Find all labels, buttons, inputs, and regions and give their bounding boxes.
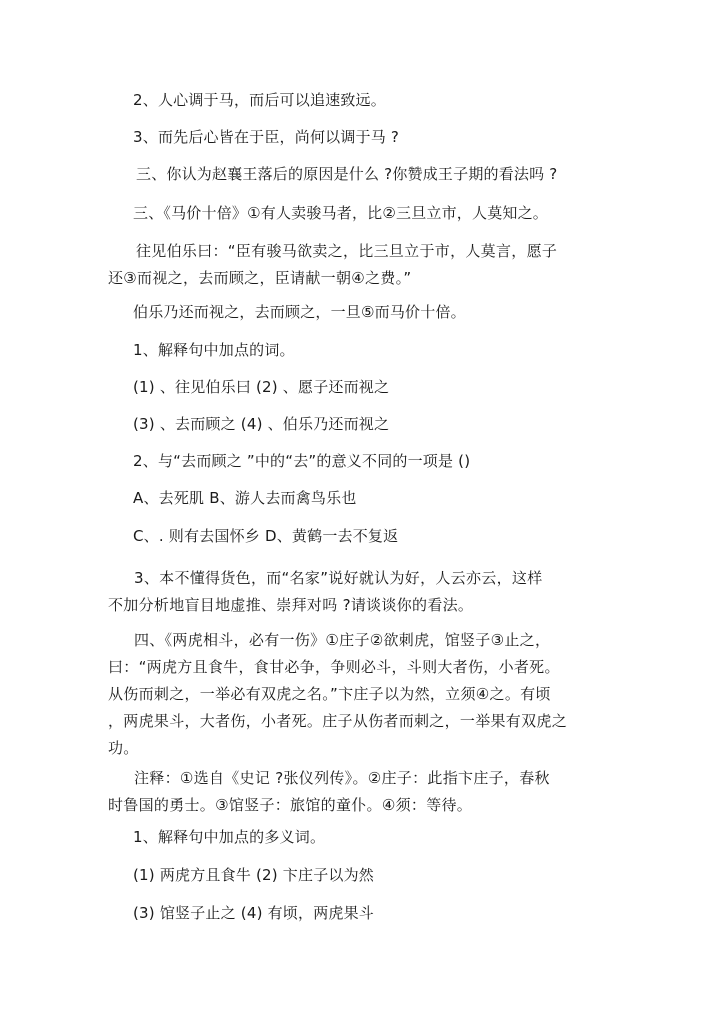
text-line: 从伤而刺之，一举必有双虎之名。”卞庄子以为然，立须④之。有顷 (108, 685, 551, 703)
question-heading: 三、你认为赵襄王落后的原因是什么 ?你赞成王子期的看法吗 ? (136, 165, 558, 183)
question-item: (3) 馆竖子止之 (4) 有顷，两虎果斗 (133, 904, 375, 922)
text-line: 曰：“两虎方且食牛，食甘必争，争则必斗，斗则大者伤，小者死。 (108, 658, 560, 676)
answer-option: C、. 则有去国怀乡 D、黄鹤一去不复返 (133, 527, 399, 545)
text-line: 3、而先后心皆在于臣，尚何以调于马 ? (133, 128, 400, 146)
text-line: 功。 (108, 739, 139, 757)
question-item: 2、与“去而顾之 ”中的“去”的意义不同的一项是 () (133, 452, 471, 470)
text-line: 3、本不懂得货色，而“名家”说好就认为好，人云亦云，这样 (134, 569, 543, 587)
paragraph (108, 627, 608, 762)
paragraph (108, 565, 608, 619)
question-item: 1、解释句中加点的词。 (133, 341, 295, 359)
paragraph (108, 238, 608, 292)
text-line: 注释：①选自《史记 ?张仪列传》。②庄子：此指卞庄子，春秋 (134, 769, 550, 787)
text-line: 伯乐乃还而视之，去而顾之，一旦⑤而马价十倍。 (133, 303, 466, 321)
text-line: 还③而视之，去而顾之，臣请献一朝④之费。” (108, 269, 412, 287)
text-line: 不加分析地盲目地虚推、崇拜对吗 ?请谈谈你的看法。 (108, 596, 474, 614)
text-line: 往见伯乐曰：“臣有骏马欲卖之，比三旦立于市，人莫言，愿子 (136, 242, 558, 260)
question-item: (1) 两虎方且食牛 (2) 卞庄子以为然 (133, 866, 375, 884)
text-line: ，两虎果斗，大者伤，小者死。庄子从伤者而刺之，一举果有双虎之 (108, 712, 568, 730)
question-item: (3) 、去而顾之 (4) 、伯乐乃还而视之 (133, 415, 390, 433)
question-item: 1、解释句中加点的多义词。 (133, 828, 326, 846)
answer-option: A、去死肌 B、游人去而禽鸟乐也 (133, 489, 357, 507)
text-line: 时鲁国的勇士。③馆竖子：旅馆的童仆。④须：等待。 (108, 796, 473, 814)
section-heading: 三、《马价十倍》①有人卖骏马者，比②三旦立市，人莫知之。 (133, 204, 548, 222)
question-item: (1) 、往见伯乐曰 (2) 、愿子还而视之 (133, 378, 390, 396)
text-line: 2、人心调于马，而后可以追速致远。 (133, 91, 386, 109)
section-heading: 四、《两虎相斗，必有一伤》①庄子②欲刺虎，馆竖子③止之， (134, 631, 551, 649)
footnote (108, 765, 608, 819)
